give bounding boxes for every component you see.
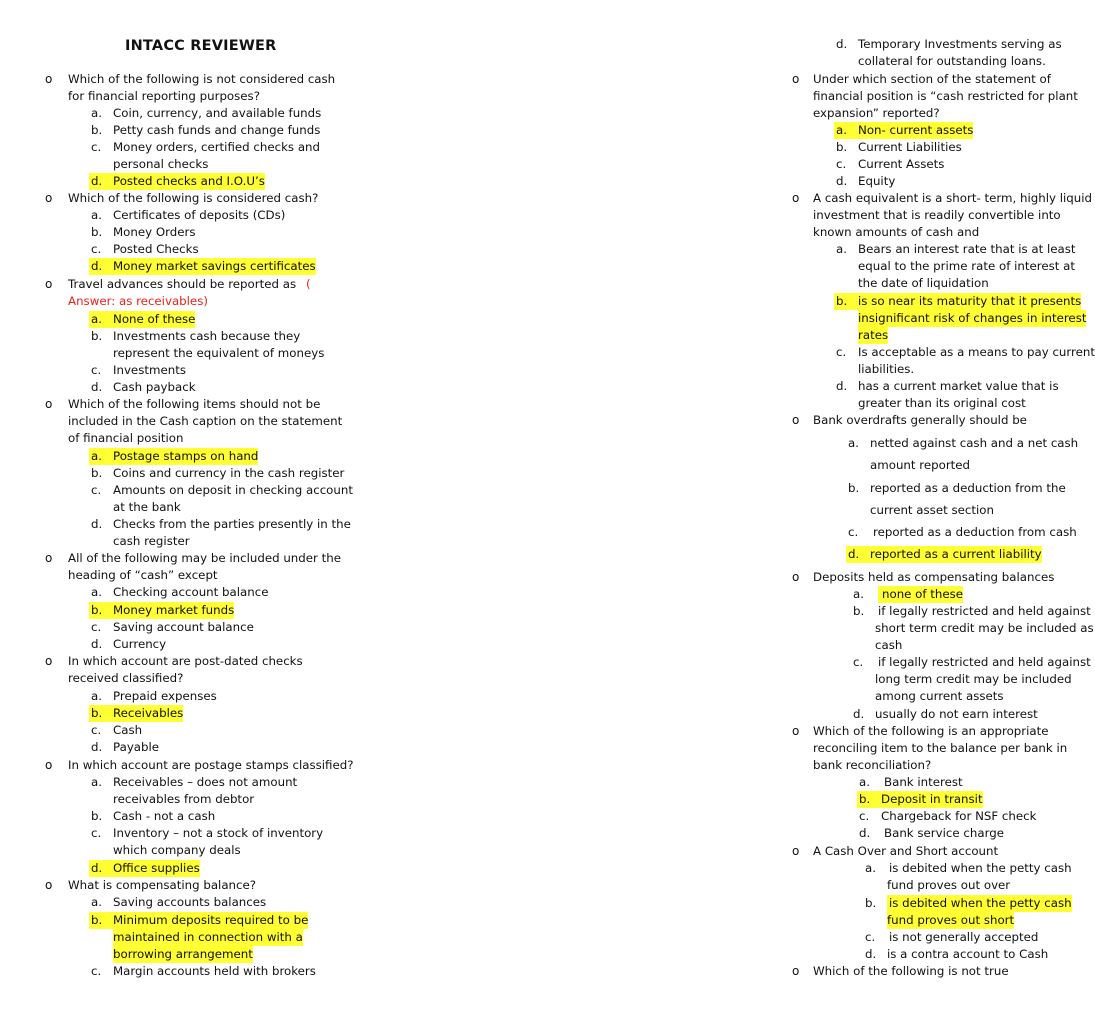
answer-text: Office supplies [113, 861, 200, 875]
option-label: d. [836, 379, 848, 393]
option-text: Inventory – not a stock of inventory [113, 826, 324, 840]
option-text: Prepaid expenses [113, 689, 217, 703]
option-label: d. [865, 947, 877, 961]
option-text: Bank interest [884, 775, 963, 789]
answer-text: Minimum deposits required to be [113, 913, 309, 927]
option-text: Receivables – does not amount [113, 775, 298, 789]
question-text: expansion” reported? [813, 106, 940, 120]
answer-text: none of these [878, 586, 963, 603]
bullet: o [792, 191, 800, 205]
option-text: personal checks [113, 157, 209, 171]
option-text: which company deals [113, 843, 241, 857]
bullet: o [45, 72, 53, 86]
answer-text: Deposit in transit [881, 792, 983, 806]
answer-text: reported as a current liability [870, 547, 1042, 561]
answer-label: d. [846, 546, 872, 563]
bullet: o [45, 551, 53, 565]
answer-text: is so near its maturity that it presents [858, 294, 1082, 308]
answer-label: b. [89, 602, 115, 619]
option-text: Is acceptable as a means to pay current [858, 345, 1095, 359]
option-label: c. [865, 930, 876, 944]
answer-note: ( [306, 277, 311, 291]
option-label: b. [836, 140, 848, 154]
option-text: Money orders, certified checks and [113, 140, 321, 154]
answer-label: b. [89, 705, 115, 722]
option-text: Posted Checks [113, 242, 199, 256]
option-label: d. [91, 637, 103, 651]
option-text: Money Orders [113, 225, 196, 239]
answer-text: Posted checks and I.O.U’s [113, 174, 265, 188]
question-text: In which account are post-dated checks [68, 654, 303, 668]
answer-text: borrowing arrangement [113, 947, 253, 961]
answer-text: Receivables [113, 706, 184, 720]
option-label: b. [865, 896, 877, 910]
option-text: Saving accounts balances [113, 895, 267, 909]
answer-text: fund proves out short [887, 913, 1015, 927]
option-text: Petty cash funds and change funds [113, 123, 321, 137]
answer-note: Answer: as receivables) [68, 294, 208, 308]
answer-label: b. [89, 912, 115, 929]
bullet: o [45, 758, 53, 772]
option-text: long term credit may be included [875, 672, 1072, 686]
option-text: Investments cash because they [113, 329, 301, 343]
option-text: the date of liquidation [858, 276, 989, 290]
answer-text: Money market funds [113, 603, 235, 617]
option-text: Current Assets [858, 157, 945, 171]
answer-label: a. [834, 122, 860, 139]
question-text: Which of the following items should not be [68, 397, 321, 411]
question-text: A Cash Over and Short account [813, 844, 999, 858]
option-label: d. [853, 707, 865, 721]
answer-text: Money market savings certificates [113, 259, 316, 273]
option-text: Cash [113, 723, 143, 737]
answer-text: Postage stamps on hand [113, 449, 259, 463]
option-label: a. [865, 861, 876, 875]
option-label: b. [91, 809, 103, 823]
option-text: Equity [858, 174, 896, 188]
option-text: Certificates of deposits (CDs) [113, 208, 286, 222]
question-text: included in the Cash caption on the statement [68, 414, 343, 428]
option-label: d. [91, 740, 103, 754]
option-text: Temporary Investments serving as [858, 37, 1062, 51]
answer-text: insignificant risk of changes in interest [858, 311, 1087, 325]
question-text: What is compensating balance? [68, 878, 257, 892]
option-text: reported as a deduction from the [870, 481, 1066, 495]
option-label: c. [91, 964, 102, 978]
option-label: a. [91, 895, 102, 909]
option-label: a. [91, 106, 102, 120]
option-text: Margin accounts held with brokers [113, 964, 316, 978]
question-text: known amounts of cash and [813, 225, 980, 239]
option-text: Chargeback for NSF check [881, 809, 1037, 823]
question-text: Under which section of the statement of [813, 72, 1051, 86]
option-text: Payable [113, 740, 160, 754]
option-label: b. [91, 225, 103, 239]
answer-label: d. [89, 860, 115, 877]
answer-label: a. [89, 448, 115, 465]
option-text: Saving account balance [113, 620, 254, 634]
answer-text: None of these [113, 312, 196, 326]
bullet: o [45, 191, 53, 205]
page-title: INTACC REVIEWER [125, 38, 277, 54]
bullet: o [792, 724, 800, 738]
answer-label: d. [89, 173, 115, 190]
option-text: if legally restricted and held against [878, 655, 1091, 669]
option-text: Coins and currency in the cash register [113, 466, 345, 480]
question-text: In which account are postage stamps classified? [68, 758, 354, 772]
option-label: c. [91, 140, 102, 154]
option-text: is not generally accepted [889, 930, 1039, 944]
bullet: o [792, 72, 800, 86]
question-text: bank reconciliation? [813, 758, 932, 772]
answer-label: d. [89, 258, 115, 275]
option-text: Investments [113, 363, 186, 377]
question-text: heading of “cash” except [68, 568, 218, 582]
option-label: b. [91, 329, 103, 343]
option-label: d. [91, 380, 103, 394]
option-text: Checks from the parties presently in the [113, 517, 351, 531]
question-text: Which of the following is considered cash? [68, 191, 319, 205]
option-text: liabilities. [858, 362, 915, 376]
option-label: c. [91, 483, 102, 497]
option-label: b. [91, 466, 103, 480]
option-text: Checking account balance [113, 585, 269, 599]
question-text: Which of the following is not true [813, 964, 1009, 978]
option-label: c. [91, 826, 102, 840]
bullet: o [792, 844, 800, 858]
option-label: c. [859, 809, 870, 823]
option-text: short term credit may be included as [875, 621, 1094, 635]
option-label: b. [848, 481, 860, 495]
option-text: cash register [113, 534, 190, 548]
question-text: All of the following may be included under the [68, 551, 341, 565]
option-text: Current Liabilities [858, 140, 962, 154]
question-text: financial position is “cash restricted for plant [813, 89, 1078, 103]
option-text: is a contra account to Cash [887, 947, 1049, 961]
option-label: c. [91, 242, 102, 256]
bullet: o [45, 878, 53, 892]
question-text: of financial position [68, 431, 184, 445]
option-label: d. [836, 174, 848, 188]
option-text: amount reported [870, 458, 971, 472]
option-text: netted against cash and a net cash [870, 436, 1079, 450]
option-text: Currency [113, 637, 167, 651]
option-label: c. [91, 723, 102, 737]
question-text: Which of the following is not considered cash [68, 72, 336, 86]
option-text: Coin, currency, and available funds [113, 106, 322, 120]
option-text: Amounts on deposit in checking account [113, 483, 353, 497]
option-text: receivables from debtor [113, 792, 255, 806]
option-text: usually do not earn interest [875, 707, 1038, 721]
option-text: represent the equivalent of moneys [113, 346, 325, 360]
answer-text: is debited when the petty cash [889, 896, 1072, 910]
bullet: o [45, 397, 53, 411]
question-text: Travel advances should be reported as [68, 277, 297, 291]
option-label: a. [91, 585, 102, 599]
question-text: Bank overdrafts generally should be [813, 413, 1027, 427]
question-text: investment that is readily convertible into [813, 208, 1061, 222]
option-label: a. [91, 208, 102, 222]
answer-text: Non- current assets [858, 123, 974, 137]
question-text: for financial reporting purposes? [68, 89, 260, 103]
answer-label: b. [834, 293, 860, 310]
question-text: received classified? [68, 671, 184, 685]
option-label: a. [91, 775, 102, 789]
bullet: o [792, 413, 800, 427]
option-label: a. [91, 689, 102, 703]
option-label: a. [859, 775, 870, 789]
option-label: b. [91, 123, 103, 137]
option-label: a. [848, 436, 859, 450]
bullet: o [45, 654, 53, 668]
option-text: Cash payback [113, 380, 196, 394]
question-text: Deposits held as compensating balances [813, 570, 1055, 584]
option-text: equal to the prime rate of interest at [858, 259, 1075, 273]
answer-text: maintained in connection with a [113, 930, 303, 944]
option-label: d. [859, 826, 871, 840]
question-text: A cash equivalent is a short- term, highly liquid [813, 191, 1093, 205]
question-text: Which of the following is an appropriate [813, 724, 1049, 738]
option-text: among current assets [875, 689, 1004, 703]
answer-text: rates [858, 328, 889, 342]
option-text: Bears an interest rate that is at least [858, 242, 1076, 256]
option-label: a. [836, 242, 847, 256]
option-label: d. [91, 517, 103, 531]
option-text: reported as a deduction from cash [873, 525, 1077, 539]
option-text: Cash - not a cash [113, 809, 216, 823]
option-text: fund proves out over [887, 878, 1011, 892]
option-text: cash [875, 638, 903, 652]
option-label: c. [848, 525, 859, 539]
option-text: Bank service charge [884, 826, 1004, 840]
option-label: d. [836, 37, 848, 51]
option-label: c. [91, 363, 102, 377]
option-label: b. [853, 604, 865, 618]
option-text: greater than its original cost [858, 396, 1026, 410]
option-text: collateral for outstanding loans. [858, 54, 1046, 68]
option-label: a. [853, 587, 864, 601]
bullet: o [792, 570, 800, 584]
option-text: has a current market value that is [858, 379, 1059, 393]
option-text: is debited when the petty cash [889, 861, 1072, 875]
option-label: c. [836, 157, 847, 171]
bullet: o [792, 964, 800, 978]
answer-label: b. [857, 791, 883, 808]
option-label: c. [853, 655, 864, 669]
option-label: c. [91, 620, 102, 634]
option-text: current asset section [870, 503, 994, 517]
option-text: at the bank [113, 500, 181, 514]
bullet: o [45, 277, 53, 291]
option-label: c. [836, 345, 847, 359]
question-text: reconciling item to the balance per bank in [813, 741, 1068, 755]
answer-label: a. [89, 311, 115, 328]
option-text: if legally restricted and held against [878, 604, 1091, 618]
